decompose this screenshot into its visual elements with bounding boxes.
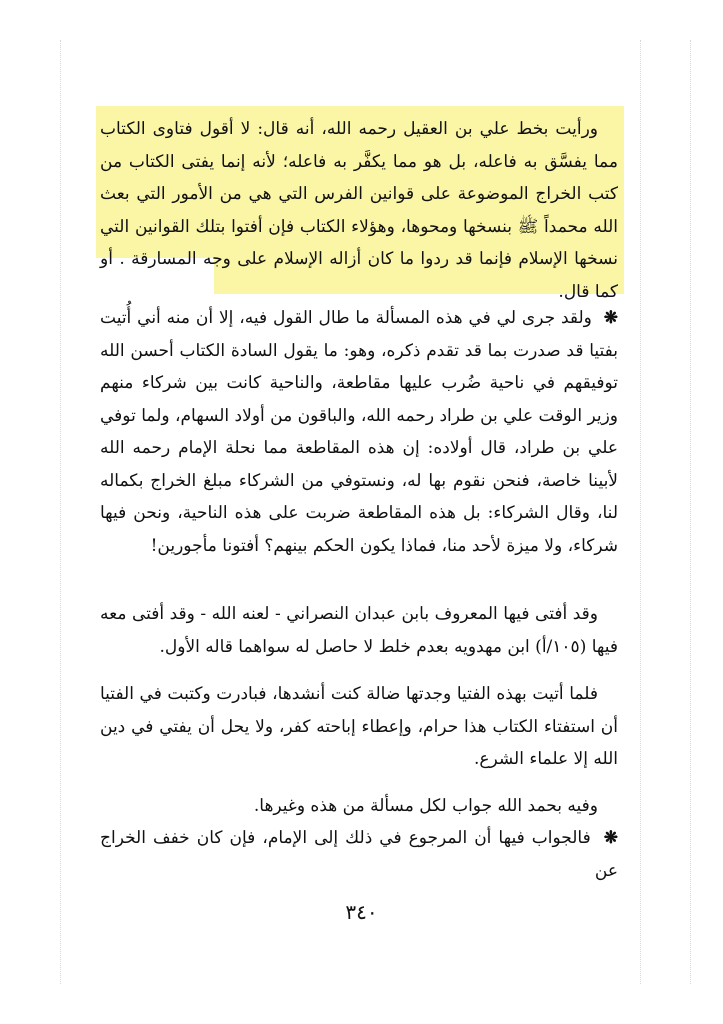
- scan-line: [690, 40, 691, 984]
- paragraph-text: ورأيت بخط علي بن العقيل رحمه الله، أنه قال: لا أقول فتاوى الكتاب مما يفسَّق به فاعله، بل هو مما يكفَّر به فاعله؛ لأنه إنما يفتى الكتاب من كتب الخراج الموضوعة على قوانين الفرس التي هي من الأمور التي بعث الله محمداً ﷺ بنسخها ومحوها، وهؤلاء الكتاب فإن أفتوا بتلك القوانين التي نسخها الإسلام فإنما قد ردوا ما كان أزاله الإسلام على وجه المسارقة . أو كما قال.: [100, 119, 618, 302]
- paragraph-text: وقد أفتى فيها المعروف بابن عبدان النصراني - لعنه الله - وقد أفتى معه فيها (١٠٥/أ) ابن مهدويه بعدم خلط لا حاصل له سواهما قاله الأول.: [100, 604, 618, 657]
- paragraph-text: فالجواب فيها أن المرجوع في ذلك إلى الإمام، فإن كان خفف الخراج عن: [100, 828, 618, 881]
- asterisk-marker-icon: ❋: [603, 828, 619, 848]
- paragraph-3: [100, 598, 618, 663]
- paragraph-text: ولقد جرى لي في هذه المسألة ما طال القول فيه، إلا أن منه أني أُتيت بفتيا قد صدرت بما قد تقدم ذكره، وهو: ما يقول السادة الكتاب أحسن الله توفيقهم في ناحية ضُرب عليها مقاطعة، والناحية كانت بين شركاء منهم وزير الوقت علي بن طراد رحمه الله، والباقون من أولاد السهام، ولما توفي علي بن طراد، قال أولاده: إن هذه المقاطعة مما نحلة الإمام رحمه الله لأبينا خاصة، فنحن نقوم بها له، ونستوفي من الشركاء مبلغ الخراج بكماله لنا، وقال الشركاء: بل هذه المقاطعة ضربت على هذه الناحية، ونحن فيها شركاء، ولا ميزة لأحد منا، فماذا يكون الحكم بينهم؟ أفتونا مأجورين!: [100, 308, 618, 556]
- paragraph-4: [100, 678, 618, 776]
- paragraph-text: وفيه بحمد الله جواب لكل مسألة من هذه وغيرها.: [253, 796, 598, 816]
- paragraph-6: [100, 822, 618, 887]
- paragraph-1: [100, 113, 618, 308]
- scan-line: [640, 40, 641, 984]
- page-number: ٣٤٠: [345, 900, 378, 924]
- paragraph-5: [100, 790, 618, 823]
- paragraph-2: [100, 302, 618, 562]
- scan-line: [60, 40, 61, 984]
- paragraph-text: فلما أتيت بهذه الفتيا وجدتها ضالة كنت أنشدها، فبادرت وكتبت في الفتيا أن استفتاء الكتاب هذا حرام، وإعطاء إباحته كفر، ولا يحل أن يفتي في دين الله إلا علماء الشرع.: [100, 684, 618, 769]
- asterisk-marker-icon: ❋: [603, 308, 618, 328]
